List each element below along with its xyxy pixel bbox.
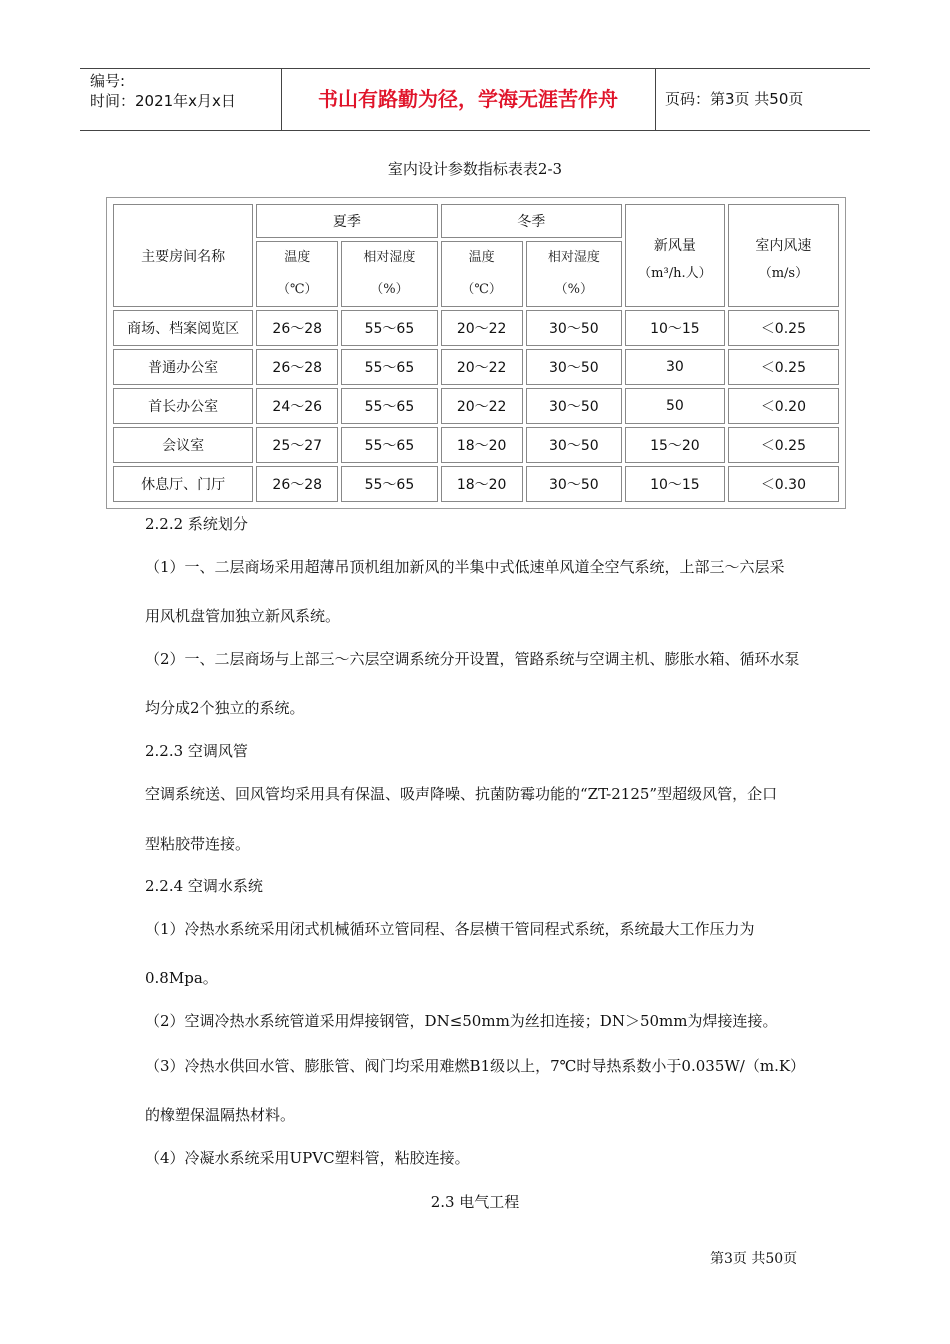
winter-temp: 20～22 bbox=[441, 310, 523, 346]
header-winter-rh bbox=[526, 241, 622, 307]
paragraph-line: （2）空调冷热水系统管道采用焊接钢管，DN≤50mm为丝扣连接；DN＞50mm为焊接连接。 bbox=[145, 1012, 778, 1030]
winter-rh: 30～50 bbox=[526, 388, 622, 424]
air-speed-label: 室内风速 bbox=[755, 238, 812, 254]
winter-rh: 30～50 bbox=[526, 466, 622, 502]
room-name: 首长办公室 bbox=[113, 388, 253, 424]
header-winter: 冬季 bbox=[441, 204, 622, 238]
paragraph-line: 用风机盘管加独立新风系统。 bbox=[145, 607, 341, 625]
table-caption: 室内设计参数指标表表2-3 bbox=[387, 160, 563, 178]
paragraph-line: （1）冷热水系统采用闭式机械循环立管同程、各层横干管同程式系统，系统最大工作压力为 bbox=[145, 920, 755, 938]
header-divider bbox=[655, 69, 656, 130]
header-motto: 书山有路勤为径，学海无涯苦作舟 bbox=[318, 87, 618, 111]
section-heading-2-2-3: 2.2.3 空调风管 bbox=[145, 742, 248, 760]
section-heading-2-2-4: 2.2.4 空调水系统 bbox=[145, 877, 263, 895]
summer-temp: 25～27 bbox=[256, 427, 338, 463]
table-row bbox=[113, 349, 839, 385]
temp-label: 温度 bbox=[468, 250, 495, 265]
rh-label: 相对湿度 bbox=[547, 250, 600, 265]
room-name: 商场、档案阅览区 bbox=[113, 310, 253, 346]
fresh-air: 30 bbox=[625, 349, 725, 385]
paragraph-line: （4）冷凝水系统采用UPVC塑料管，粘胶连接。 bbox=[145, 1149, 470, 1167]
temp-label: 温度 bbox=[284, 250, 311, 265]
header-summer: 夏季 bbox=[256, 204, 437, 238]
footer-page-number: 第3页 共50页 bbox=[710, 1251, 798, 1267]
section-heading-2-2-2: 2.2.2 系统划分 bbox=[145, 515, 248, 533]
winter-temp: 18～20 bbox=[441, 427, 523, 463]
winter-rh: 30～50 bbox=[526, 349, 622, 385]
paragraph-line: （1）一、二层商场采用超薄吊顶机组加新风的半集中式低速单风道全空气系统，上部三～六层采 bbox=[145, 558, 785, 576]
fresh-air: 10～15 bbox=[625, 310, 725, 346]
paragraph-line: （2）一、二层商场与上部三～六层空调系统分开设置，管路系统与空调主机、膨胀水箱、循环水泵 bbox=[145, 650, 800, 668]
table-row bbox=[113, 310, 839, 346]
table-row bbox=[113, 466, 839, 502]
air-speed-unit: （m/s） bbox=[758, 266, 809, 281]
doc-code-label: 编号: bbox=[90, 72, 126, 90]
air-speed: ＜0.25 bbox=[728, 310, 839, 346]
fresh-air: 15～20 bbox=[625, 427, 725, 463]
rh-label: 相对湿度 bbox=[363, 250, 416, 265]
header-air-speed bbox=[728, 204, 839, 307]
temp-unit: （℃） bbox=[276, 282, 318, 297]
room-name: 休息厅、门厅 bbox=[113, 466, 253, 502]
header-fresh-air bbox=[625, 204, 725, 307]
summer-temp: 26～28 bbox=[256, 349, 338, 385]
room-name: 会议室 bbox=[113, 427, 253, 463]
rh-unit: （%） bbox=[554, 282, 594, 297]
rh-unit: （%） bbox=[370, 282, 409, 297]
paragraph-line: 型粘胶带连接。 bbox=[145, 835, 251, 853]
header-page-label: 页码：第3页 共50页 bbox=[665, 90, 804, 108]
summer-temp: 26～28 bbox=[256, 310, 338, 346]
header-summer-rh bbox=[341, 241, 437, 307]
winter-rh: 30～50 bbox=[526, 427, 622, 463]
section-heading-2-3: 2.3 电气工程 bbox=[430, 1193, 520, 1211]
paragraph-line: （3）冷热水供回水管、膨胀管、阀门均采用难燃B1级以上，7℃时导热系数小于0.035W/（m.K） bbox=[145, 1057, 806, 1075]
header-summer-temp bbox=[256, 241, 338, 307]
summer-rh: 55～65 bbox=[341, 310, 437, 346]
paragraph-line: 均分成2个独立的系统。 bbox=[145, 699, 305, 717]
table-row bbox=[113, 427, 839, 463]
winter-temp: 20～22 bbox=[441, 349, 523, 385]
summer-temp: 26～28 bbox=[256, 466, 338, 502]
header-meta bbox=[90, 69, 280, 130]
fresh-air-unit: （m³/h.人） bbox=[638, 266, 712, 281]
fresh-air: 10～15 bbox=[625, 466, 725, 502]
air-speed: ＜0.20 bbox=[728, 388, 839, 424]
winter-temp: 18～20 bbox=[441, 466, 523, 502]
room-name: 普通办公室 bbox=[113, 349, 253, 385]
winter-rh: 30～50 bbox=[526, 310, 622, 346]
paragraph-line: 0.8Mpa。 bbox=[145, 969, 218, 987]
fresh-air-label: 新风量 bbox=[653, 238, 696, 254]
table-row bbox=[113, 388, 839, 424]
summer-temp: 24～26 bbox=[256, 388, 338, 424]
header-room-name: 主要房间名称 bbox=[113, 204, 253, 307]
summer-rh: 55～65 bbox=[341, 427, 437, 463]
header-winter-temp bbox=[441, 241, 523, 307]
page-header bbox=[80, 68, 870, 131]
paragraph-line: 空调系统送、回风管均采用具有保温、吸声降噪、抗菌防霉功能的“ZT-2125”型超级风管，企口 bbox=[145, 785, 778, 803]
summer-rh: 55～65 bbox=[341, 466, 437, 502]
doc-date-label: 时间：2021年x月x日 bbox=[90, 92, 236, 110]
air-speed: ＜0.30 bbox=[728, 466, 839, 502]
design-parameters-table bbox=[106, 197, 846, 509]
paragraph-line: 的橡塑保温隔热材料。 bbox=[145, 1106, 296, 1124]
summer-rh: 55～65 bbox=[341, 388, 437, 424]
air-speed: ＜0.25 bbox=[728, 427, 839, 463]
summer-rh: 55～65 bbox=[341, 349, 437, 385]
fresh-air: 50 bbox=[625, 388, 725, 424]
temp-unit: （℃） bbox=[461, 282, 502, 297]
winter-temp: 20～22 bbox=[441, 388, 523, 424]
air-speed: ＜0.25 bbox=[728, 349, 839, 385]
